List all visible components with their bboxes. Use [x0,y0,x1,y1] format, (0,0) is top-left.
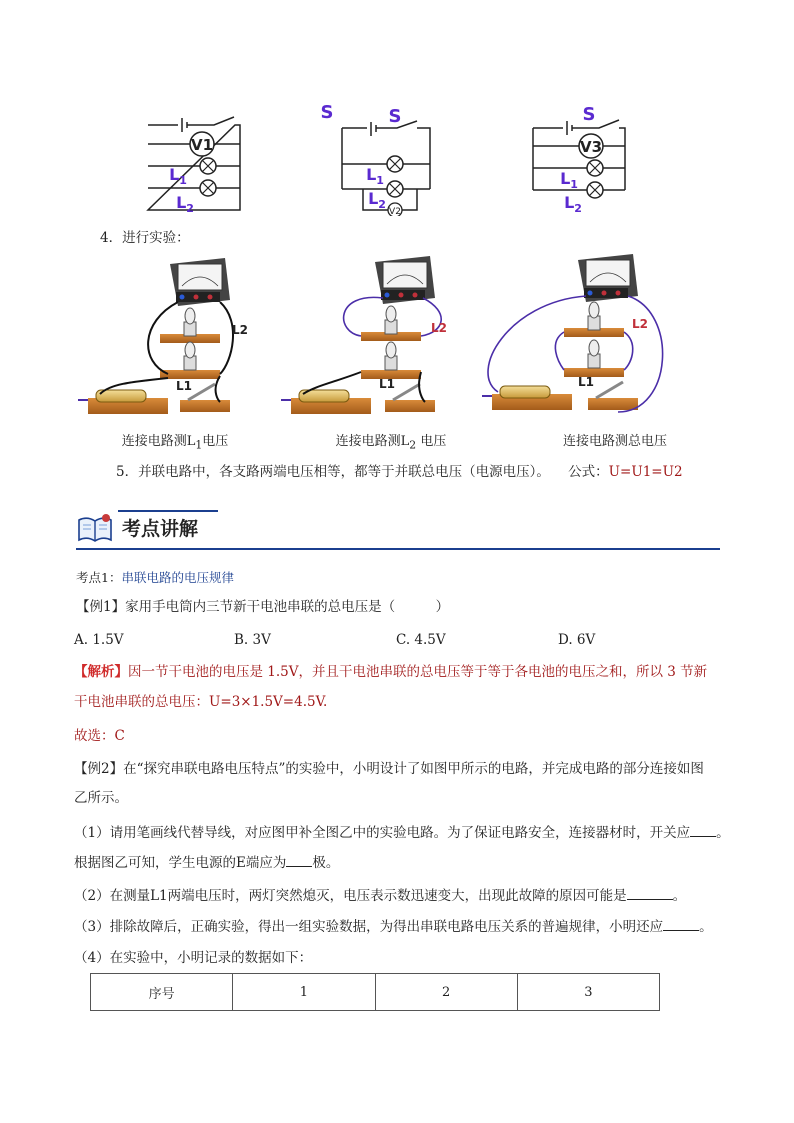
circuit-diagram-v1 [148,102,333,215]
example1-question: 【例1】家用手电筒内三节新干电池串联的总电压是（ ） [76,599,450,615]
voltmeter-label: V1 [190,136,214,154]
experiment-photo-3 [482,254,663,412]
svg-text:L2: $L_2$ [564,193,582,215]
book-icon [76,512,114,544]
photo-caption-3: 连接电路测总电压 [562,434,667,449]
table-row [91,974,660,1011]
photo-caption-1: 连接电路测$L_1$电压 [121,434,229,452]
formula: U=U1=U2 [608,464,683,480]
experiment-photo-2 [281,256,447,414]
experiment-photo-1 [78,258,248,414]
lamp1-label: L1 [578,375,594,389]
section-divider [76,548,720,550]
data-table [90,973,660,1011]
circuit-diagram-v2 [342,106,430,216]
voltmeter-label: V3 [579,138,603,156]
question-3: （3）排除故障后，正确实验，得出一组实验数据，为得出串联电路电压关系的普遍规律，小明还应 。 [74,916,713,937]
table-header-cell: 3 [517,974,659,1011]
analysis-line1: 【解析】因一节干电池的电压是 1.5V，并且干电池串联的总电压等于等于各电池的电压之和，所以 3 节新 [74,664,708,680]
photo-caption-2: 连接电路测$L_2$ 电压 [335,434,447,452]
circuit-diagram-v3 [533,104,625,215]
table-header-cell: 2 [375,974,517,1011]
lamp1-label: L1 [379,377,395,391]
circuit-diagrams [130,98,650,216]
lamp1-label: L1 [176,379,192,393]
svg-text:L1: $L_1$ [366,165,384,187]
lamp2-label: L2 [431,321,447,335]
table-header-cell: 序号 [91,974,233,1011]
question-1: （1）请用笔画线代替导线，对应图甲补全图乙中的实验电路。为了保证电路安全，连接器材时，开关应 。 [74,822,730,843]
answer: 故选：C [74,728,125,744]
experiment-photos [70,252,710,422]
svg-text:L2: $L_2$ [176,193,194,215]
question-2: （2）在测量L1两端电压时，两灯突然熄灭，电压表示数迅速变大，出现此故障的原因可能是 。 [74,885,686,906]
analysis-line2: 干电池串联的总电压：U=3×1.5V=4.5V. [74,694,328,710]
switch-label: S [320,102,334,123]
example1-option-c: C. 4.5V [396,632,446,648]
switch-label: S [388,106,402,127]
section-title: 考点讲解 [122,518,199,540]
topic1: 考点1：串联电路的电压规律 [76,570,234,585]
section-header [76,508,720,550]
step5-text: 5．并联电路中，各支路两端电压相等，都等于并联总电压（电源电压）。 公式：U=U1=U2 [116,464,683,480]
example1-option-b: B. 3V [234,632,271,648]
switch-label: S [582,104,596,125]
table-header-cell: 1 [233,974,375,1011]
question-4: （4）在实验中，小明记录的数据如下： [74,950,313,966]
example1-option-d: D. 6V [558,632,596,648]
lamp2-label: L2 [232,323,248,337]
voltmeter-label: V2 [389,207,401,216]
example1-option-a: A. 1.5V [74,632,124,648]
step4-heading: 4．进行实验： [100,230,190,246]
example2-line1: 【例2】在“探究串联电路电压特点”的实验中，小明设计了如图甲所示的电路，并完成电路的部分连接如图 [74,761,704,777]
svg-text:L2: $L_2$ [368,189,386,211]
svg-text:L1: $L_1$ [560,169,578,191]
question-1b: 根据图乙可知，学生电源的E端应为 极。 [74,852,339,873]
example2-line2: 乙所示。 [74,790,128,806]
lamp2-label: L2 [632,317,648,331]
svg-text:L1: $L_1$ [169,165,187,187]
